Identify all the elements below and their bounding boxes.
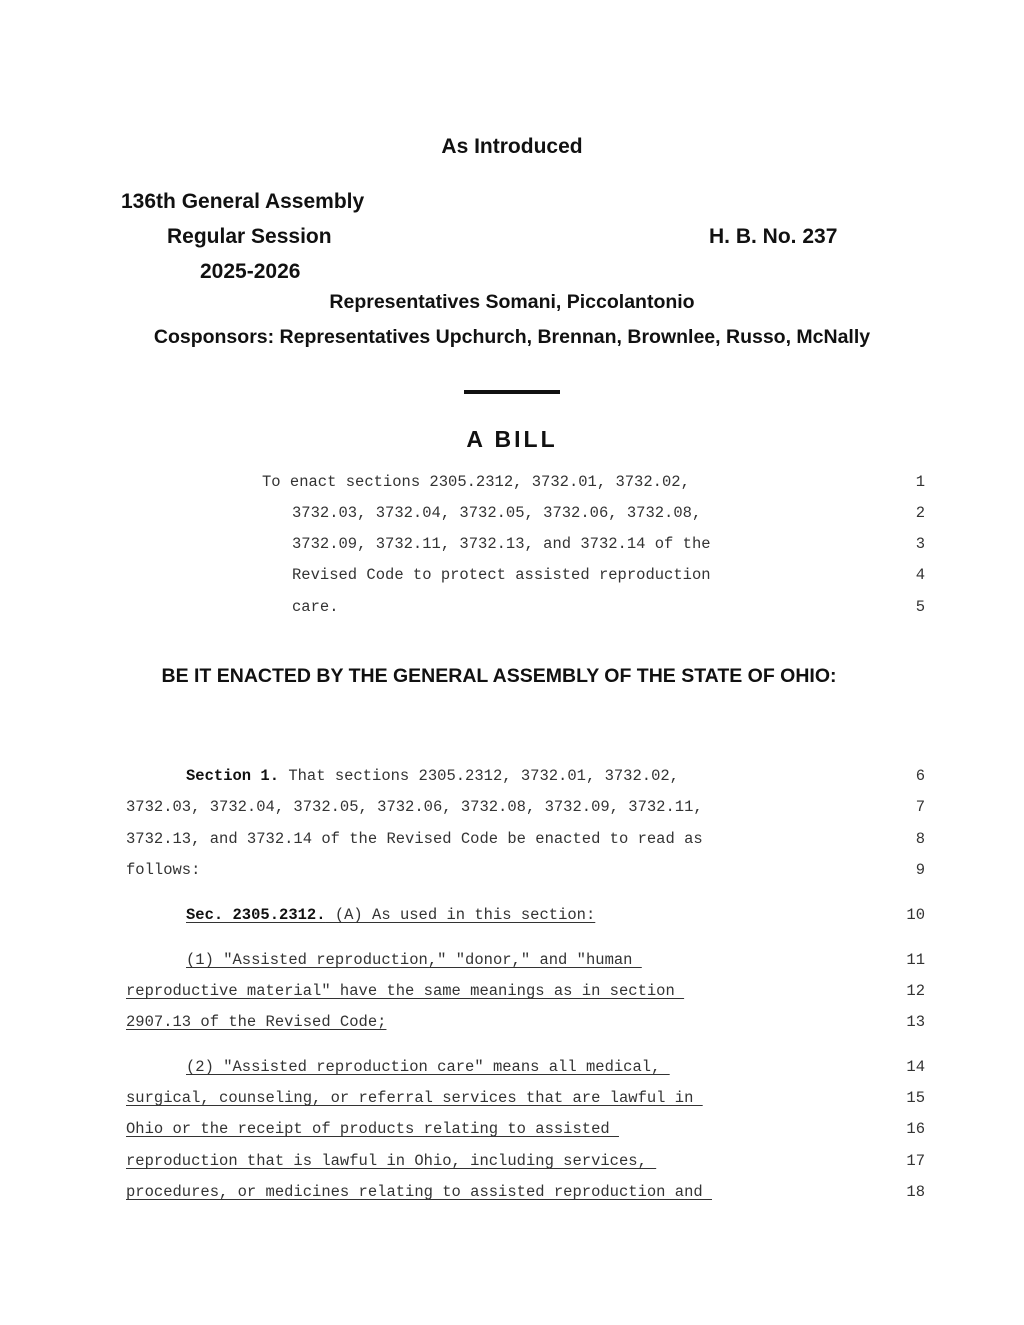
line-text: procedures, or medicines relating to assisted reproduction and xyxy=(126,1183,712,1201)
line-text: 3732.13, and 3732.14 of the Revised Code be enacted to read as xyxy=(126,830,703,848)
line-text: Revised Code to protect assisted reproduction xyxy=(292,566,711,584)
line-number: 5 xyxy=(915,598,925,616)
line-text: 3732.03, 3732.04, 3732.05, 3732.06, 3732.08, xyxy=(292,504,702,522)
line-text: reproductive material" have the same meanings as in section xyxy=(126,982,685,1000)
line-number: 9 xyxy=(915,861,925,879)
line-text: 3732.03, 3732.04, 3732.05, 3732.06, 3732.08, 3732.09, 3732.11, xyxy=(126,798,703,816)
line-number: 16 xyxy=(906,1120,925,1138)
session-years: 2025-2026 xyxy=(200,260,301,283)
assembly-label: 136th General Assembly xyxy=(121,190,365,213)
title-divider xyxy=(464,390,560,394)
line-number: 12 xyxy=(906,982,925,1000)
line-number: 14 xyxy=(906,1058,925,1076)
line-number: 4 xyxy=(915,566,925,584)
line-number: 18 xyxy=(906,1183,925,1201)
line-text: (2) "Assisted reproduction care" means all medical, xyxy=(186,1058,670,1076)
line-text xyxy=(186,906,595,924)
line-text: care. xyxy=(292,598,339,616)
line-body: That sections 2305.2312, 3732.01, 3732.02, xyxy=(279,767,679,785)
line-number: 17 xyxy=(906,1152,925,1170)
section-label: Section 1. xyxy=(186,767,280,785)
sponsors: Representatives Somani, Piccolantonio xyxy=(329,291,695,313)
line-text: Ohio or the receipt of products relating to assisted xyxy=(126,1120,619,1138)
line-text xyxy=(186,767,679,785)
line-number: 8 xyxy=(915,830,925,848)
line-text: surgical, counseling, or referral services that are lawful in xyxy=(126,1089,703,1107)
line-text: (1) "Assisted reproduction," "donor," and "human xyxy=(186,951,642,969)
line-text: reproduction that is lawful in Ohio, including services, xyxy=(126,1152,657,1170)
line-number: 1 xyxy=(915,473,925,491)
bill-number: H. B. No. 237 xyxy=(709,225,838,248)
line-number: 7 xyxy=(915,798,925,816)
line-text: 3732.09, 3732.11, 3732.13, and 3732.14 of the xyxy=(292,535,711,553)
session-label: Regular Session xyxy=(167,225,332,248)
bill-title: A BILL xyxy=(466,426,558,452)
line-number: 11 xyxy=(906,951,925,969)
line-number: 3 xyxy=(915,535,925,553)
line-text: To enact sections 2305.2312, 3732.01, 3732.02, xyxy=(262,473,690,491)
line-number: 15 xyxy=(906,1089,925,1107)
line-number: 2 xyxy=(915,504,925,522)
section-label: Sec. 2305.2312. xyxy=(186,906,326,924)
line-number: 10 xyxy=(906,906,925,924)
cosponsors: Cosponsors: Representatives Upchurch, Brennan, Brownlee, Russo, McNally xyxy=(153,326,871,348)
line-number: 6 xyxy=(915,767,925,785)
status-heading: As Introduced xyxy=(441,135,583,158)
line-text: follows: xyxy=(126,861,201,879)
line-body: (A) As used in this section: xyxy=(325,906,596,924)
line-number: 13 xyxy=(906,1013,925,1031)
line-text: 2907.13 of the Revised Code; xyxy=(126,1013,387,1031)
enacting-clause: BE IT ENACTED BY THE GENERAL ASSEMBLY OF THE STATE OF OHIO: xyxy=(161,665,837,687)
